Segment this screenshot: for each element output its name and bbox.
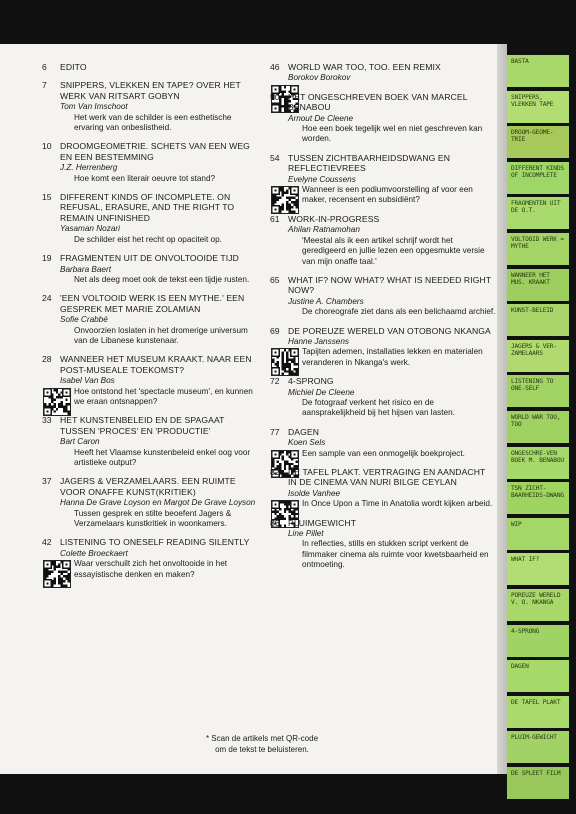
toc-entry[interactable] — [42, 62, 257, 72]
toc-entry[interactable] — [270, 326, 496, 369]
page-number: 72 — [270, 376, 280, 387]
qr-code-icon[interactable] — [43, 388, 71, 416]
page-number: 28 — [42, 354, 52, 365]
toc-entry[interactable] — [270, 92, 496, 145]
article-author: Barbara Baert — [60, 264, 111, 274]
article-description — [60, 174, 257, 184]
article-author: J.Z. Herrenberg — [60, 163, 118, 173]
article-title: LISTENING TO ONESELF READING SILENTLY — [60, 537, 250, 548]
article-description-text: De choreografe ziet dans als een belichaamd archief. — [302, 307, 496, 317]
article-title: DROOMGEOMETRIE. SCHETS VAN EEN WEG EN EEN BESTEMMING — [60, 141, 250, 162]
article-author: Michiel De Cleene — [288, 387, 355, 397]
article-description-text: Hoe een boek tegelijk wel en niet geschreven kan worden. — [302, 124, 483, 144]
article-author: Borokov Borokov — [288, 73, 351, 83]
page-number: 50 — [270, 91, 280, 102]
article-description-text: Hoe ontstond het 'spectacle museum', en kunnen we eraan ontsnappen? — [74, 386, 253, 406]
page-number: 46 — [270, 62, 280, 72]
sticky-tab[interactable]: WIP — [507, 518, 569, 550]
toc-entry[interactable] — [270, 62, 496, 84]
sticky-tab[interactable]: KUNST-BELEID — [507, 304, 569, 336]
toc-left-column — [42, 62, 257, 588]
toc-entry[interactable] — [270, 518, 496, 571]
article-description — [288, 185, 496, 206]
sticky-tab[interactable]: PLUIM-GEWICHT — [507, 731, 569, 763]
sticky-tab[interactable]: TSN ZICHT-BAARHEIDS-DWANG — [507, 482, 569, 514]
sticky-tab[interactable]: SNIPPERS, VLEKKEN TAPE — [507, 91, 569, 123]
toc-entry[interactable] — [270, 275, 496, 318]
article-description-text: Net als deeg moet ook de tekst een tijdje rusten. — [74, 274, 250, 284]
page-number: 33 — [42, 415, 52, 426]
article-description-text: Hoe komt een literair oeuvre tot stand? — [74, 173, 216, 183]
sticky-tab[interactable]: FRAGMENTEN UIT DE O.T. — [507, 197, 569, 229]
toc-entry[interactable] — [270, 153, 496, 206]
article-description-text: Wanneer is een podiumvoorstelling af voor een maker, recensent en subsidiënt? — [302, 185, 473, 205]
toc-entry[interactable] — [270, 376, 496, 419]
article-description-text: 'Meestal als ik een artikel schrijf wordt het geredigeerd en jullie lezen een opgesmukte versie van mijn onaffe taal.' — [302, 235, 485, 266]
article-description — [288, 236, 496, 267]
footnote-line-2: om de tekst te beluisteren. — [215, 744, 309, 754]
article-description — [288, 347, 496, 368]
page-number: 82 — [270, 467, 280, 477]
toc-entry[interactable] — [270, 467, 496, 510]
article-description — [60, 509, 257, 530]
toc-entry[interactable] — [42, 192, 257, 245]
article-description-text: In reflecties, stills en stukken script verkent de filmmaker cinema als ruimte voor kwetsbaarheid en ontmoeting. — [302, 539, 489, 570]
toc-entry[interactable] — [42, 354, 257, 407]
article-description-text: De fotograaf verkent het risico en de aansprakelijkheid bij het hijsen van lasten. — [302, 397, 455, 418]
article-title: DE POREUZE WERELD VAN OTOBONG NKANGA — [288, 325, 491, 336]
article-title: WORLD WAR TOO, TOO. EEN REMIX — [288, 62, 441, 72]
toc-entry[interactable] — [42, 141, 257, 184]
article-author: Ahilan Ratnamohan — [288, 225, 360, 235]
sticky-tab[interactable]: ONGESCHRE-VEN BOEK M. BENABOU — [507, 447, 569, 479]
article-author: Evelyne Coussens — [288, 174, 356, 184]
page-number: 42 — [42, 537, 52, 548]
article-description-text: In Once Upon a Time in Anatolia wordt kijken arbeid. — [302, 499, 493, 509]
sticky-tab[interactable]: LISTENING TO ONE-SELF — [507, 375, 569, 407]
page-number: 19 — [42, 253, 52, 264]
sticky-tab[interactable]: WHAT IF? — [507, 553, 569, 585]
article-title: 4-SPRONG — [288, 376, 334, 387]
page-number: 61 — [270, 213, 280, 224]
page-number: 77 — [270, 426, 280, 437]
qr-footnote — [192, 734, 332, 755]
article-title: WANNEER HET MUSEUM KRAAKT. NAAR EEN POST-MUSEALE TOEKOMST? — [60, 354, 252, 375]
article-description — [60, 559, 257, 580]
sticky-tab[interactable]: DE SPLEET FILM — [507, 767, 569, 799]
toc-entry[interactable] — [42, 537, 257, 580]
toc-entry[interactable] — [42, 80, 257, 133]
page-edge — [497, 44, 507, 774]
article-author: Line Pillet — [288, 529, 324, 539]
toc-right-column — [270, 62, 496, 579]
article-title: FRAGMENTEN UIT DE ONVOLTOOIDE TIJD — [60, 253, 239, 264]
qr-code-icon[interactable] — [43, 560, 71, 588]
article-description — [288, 539, 496, 570]
article-author: Justine A. Chambers — [288, 296, 364, 306]
article-title: WHAT IF? NOW WHAT? WHAT IS NEEDED RIGHT NOW? — [288, 274, 491, 296]
page-number: 69 — [270, 325, 280, 336]
article-title: DE TAFEL PLAKT. VERTRAGING EN AANDACHT IN DE CINEMA VAN NURI BILGE CEYLAN — [288, 467, 486, 488]
sticky-tab[interactable]: DROOM-GEOME-TRIE — [507, 126, 569, 158]
page-number: 54 — [270, 152, 280, 163]
article-description — [288, 398, 496, 419]
page-number: 24 — [42, 293, 52, 304]
page-number: 15 — [42, 192, 52, 203]
sticky-tab[interactable]: WORLD WAR TOO, TOO — [507, 411, 569, 443]
article-author: Colette Broeckaert — [60, 548, 128, 558]
toc-entry[interactable] — [270, 214, 496, 267]
article-title: 'EEN VOLTOOID WERK IS EEN MYTHE.' EEN GESPREK MET MARIE ZOLAMIAN — [60, 293, 245, 314]
article-author: Tom Van Imschoot — [60, 102, 128, 112]
sticky-tab[interactable]: BASTA — [507, 55, 569, 87]
page-number: 7 — [42, 80, 47, 91]
sticky-tab[interactable]: JAGERS & VER-ZAMELAARS — [507, 340, 569, 372]
article-description — [288, 449, 496, 459]
qr-code-icon[interactable] — [271, 348, 299, 376]
toc-entry[interactable] — [270, 427, 496, 459]
article-title: JAGERS & VERZAMELAARS. EEN RUIMTE VOOR ONAFFE KUNST(KRITIEK) — [60, 476, 236, 497]
toc-entry[interactable] — [42, 415, 257, 468]
qr-code-icon[interactable] — [271, 186, 299, 214]
article-description — [60, 275, 257, 285]
toc-entry[interactable] — [42, 253, 257, 285]
sticky-tab[interactable]: 4-SPRONG — [507, 625, 569, 657]
article-description — [60, 113, 257, 134]
article-title: DIFFERENT KINDS OF INCOMPLETE. ON REFUSAL, ERASURE, AND THE RIGHT TO REMAIN UNFINISHED — [60, 192, 235, 223]
article-author: Koen Sels — [288, 438, 326, 448]
sticky-tab[interactable]: DIFFERENT KINDS OF INCOMPLETE — [507, 162, 569, 194]
article-title: PLUIMGEWICHT — [288, 517, 357, 528]
article-title: TUSSEN ZICHTBAARHEIDSDWANG EN REFLECTIEVREES — [288, 152, 451, 174]
article-description-text: Onvoorzien loslaten in het dromerige universum van de Libanese kunstenaar. — [74, 325, 248, 345]
article-description-text: Tussen gesprek en stilte beoefent Jagers & Verzamelaars kunstkritiek in woonkamers. — [74, 508, 232, 529]
article-description — [60, 326, 257, 347]
article-author: Arnout De Cleene — [288, 113, 354, 123]
article-description-text: De schilder eist het recht op opaciteit op. — [74, 234, 222, 244]
article-title: DAGEN — [288, 426, 320, 437]
article-author: Isabel Van Bos — [60, 376, 115, 386]
page-number: 65 — [270, 274, 280, 285]
article-description — [60, 387, 257, 408]
article-author: Hanne Janssens — [288, 336, 349, 346]
article-title: EDITO — [60, 62, 87, 72]
article-description — [60, 448, 257, 469]
toc-entry[interactable] — [42, 293, 257, 346]
article-author: Sofie Crabbé — [60, 315, 108, 325]
page-number: 37 — [42, 476, 52, 487]
article-description — [288, 307, 496, 317]
article-description — [60, 235, 257, 245]
page-number: 86 — [270, 517, 280, 528]
article-description-text: Heeft het Vlaamse kunstenbeleid enkel oog voor artistieke output? — [74, 447, 251, 467]
article-description-text: Een sample van een onmogelijk boekproject. — [302, 448, 465, 458]
article-title: HET ONGESCHREVEN BOEK VAN MARCEL BÉNABOU — [288, 91, 468, 113]
sticky-tabs — [507, 55, 569, 802]
article-description — [288, 124, 496, 145]
sticky-tab[interactable]: VOLTOOID WERK = MYTHE — [507, 233, 569, 265]
page-number: 6 — [42, 62, 47, 72]
sticky-tab[interactable]: POREUZE WERELD V. O. NKANGA — [507, 589, 569, 621]
page-number: 10 — [42, 141, 52, 152]
article-author: Yasaman Nozari — [60, 224, 120, 234]
article-author: Hanna De Grave Loyson en Margot De Grave Loyson — [60, 498, 256, 508]
article-description-text: Het werk van de schilder is een esthetische ervaring van onbeslistheid. — [74, 112, 232, 133]
article-description-text: Tapijten ademen, installaties lekken en materialen veranderen in Nkanga's werk. — [302, 347, 483, 367]
sticky-tab[interactable]: DE TAFEL PLAKT — [507, 696, 569, 728]
sticky-tab[interactable]: DAGEN — [507, 660, 569, 692]
article-title: HET KUNSTENBELEID EN DE SPAGAAT TUSSEN 'PROCES' EN 'PRODUCTIE' — [60, 415, 225, 436]
article-title: SNIPPERS, VLEKKEN EN TAPE? OVER HET WERK VAN RITSART GOBYN — [60, 80, 241, 101]
article-title: WORK-IN-PROGRESS — [288, 213, 380, 224]
article-author: Bart Caron — [60, 437, 100, 447]
article-description-text: Waar verschuilt zich het onvoltooide in het essayistische denken en maken? — [74, 559, 228, 579]
footnote-line-1: * Scan de artikels met QR-code — [205, 734, 319, 743]
article-author: Isolde Vanhee — [288, 488, 341, 498]
sticky-tab[interactable]: WANNEER HET MUS. KRAAKT — [507, 269, 569, 301]
toc-entry[interactable] — [42, 476, 257, 529]
magazine-page — [0, 44, 505, 774]
article-description — [288, 499, 496, 509]
